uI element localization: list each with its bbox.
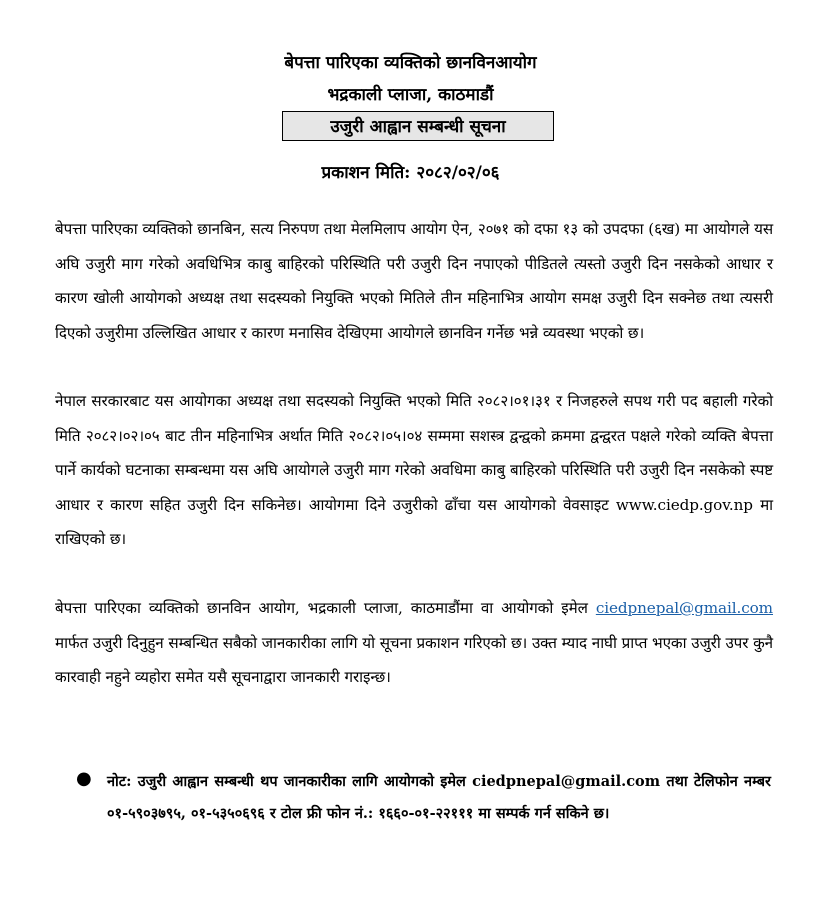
paragraph-complaint-deadline: नेपाल सरकारबाट यस आयोगका अध्यक्ष तथा सदस्यको नियुक्ति भएको मिति २०८२।०१।३१ र निजहरुले सपथ गरी पद बहाली गरेको मिति २०८२।०२।०५ बाट तीन महिनाभित्र अर्थात मिति २०८२।०५।०४ सम्ममा सशस्त्र द्वन्द्वको क्रममा द्वन्द्वरत पक्षले गरेको व्यक्ति बेपत्ता पार्ने कार्यको घटनाका सम्बन्धमा यस अघि आयोगले उजुरी माग गरेको अवधिमा काबु बाहिरको परिस्थिति परी उजुरी दिन नसकेको स्पष्ट आधार र कारण सहित उजुरी दिन सकिनेछ। आयोगमा दिने उजुरीको ढाँचा यस आयोगको वेवसाइट www.ciedp.gov.np मा राखिएको छ। [55,392,773,548]
bullet-icon: ● [76,768,92,789]
notice-title-box [282,111,554,141]
paragraph-submission-info [55,591,773,695]
email-link[interactable]: ciedpnepal@gmail.com [595,599,773,617]
publication-date: प्रकाशन मिति: २०८२/०२/०६ [321,163,500,183]
paragraph-legal-provision: बेपत्ता पारिएका व्यक्तिको छानबिन, सत्य निरुपण तथा मेलमिलाप आयोग ऐन, २०७१ को दफा १३ को उपदफा (६ख) मा आयोगले यस अघि उजुरी माग गरेको अवधिभित्र काबु बाहिरको परिस्थिति परी उजुरी दिन नपाएको पीडितले त्यस्तो उजुरी दिन नसकेको आधार र कारण खोली आयोगको अध्यक्ष तथा सदस्यको नियुक्ति भएको मितिले तीन महिनाभित्र आयोग समक्ष उजुरी दिन सक्नेछ तथा त्यसरी दिएको उजुरीमा उल्लिखित आधार र कारण मनासिव देखिएमा आयोगले छानविन गर्नेछ भन्ने व्यवस्था भएको छ। [55,220,773,342]
paragraph-submission-text-start: बेपत्ता पारिएका व्यक्तिको छानविन आयोग, भद्रकाली प्लाजा, काठमाडौंमा वा आयोगको इमेल [55,599,596,617]
organization-address: भद्रकाली प्लाजा, काठमाडौं [327,85,494,105]
paragraph-submission-text-end: मार्फत उजुरी दिनुहुन सम्बन्धित सबैको जानकारीका लागि यो सूचना प्रकाशन गरिएको छ। उक्त म्याद नाघी प्राप्त भएका उजुरी उपर कुनै कारवाही नहुने व्यहोरा समेत यसै सूचनाद्वारा जानकारी गराइन्छ। [55,633,773,686]
note-text: नोट: उजुरी आह्वान सम्बन्धी थप जानकारीका लागि आयोगको इमेल ciedpnepal@gmail.com तथा टेलिफोन नम्बर ०१-५९०३७९५, ०१-५३५०६९६ र टोल फ्री फोन नं.: १६६०-०१-२२१११ मा सम्पर्क गर्न सकिने छ। [107,773,771,822]
notice-title: उजुरी आह्वान सम्बन्धी सूचना [330,117,506,137]
organization-name: बेपत्ता पारिएका व्यक्तिको छानविनआयोग [284,53,537,73]
